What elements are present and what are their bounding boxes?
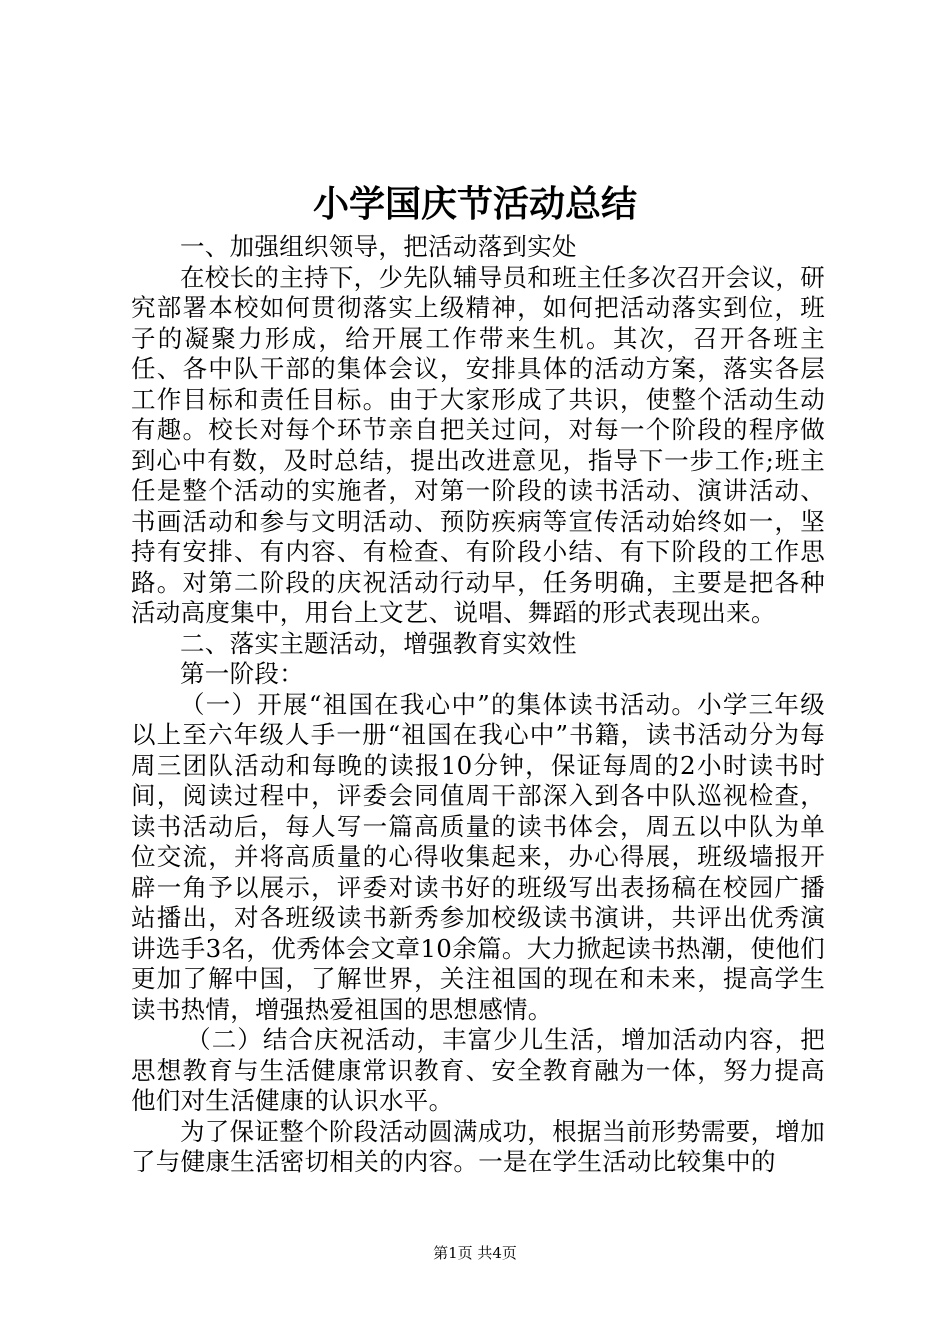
paragraph: （二）结合庆祝活动，丰富少儿生活，增加活动内容，把思想教育与生活健康常识教育、安全教育融为一体，努力提高他们对生活健康的认识水平。 bbox=[131, 1025, 825, 1115]
stage-heading: 第一阶段： bbox=[180, 659, 304, 688]
section-heading-2: 二、落实主题活动，增强教育实效性 bbox=[180, 628, 577, 658]
paragraph: 为了保证整个阶段活动圆满成功，根据当前形势需要，增加了与健康生活密切相关的内容。一是在学生活动比较集中的 bbox=[131, 1116, 825, 1176]
paragraph: （一）开展“祖国在我心中”的集体读书活动。小学三年级以上至六年级人手一册“祖国在我心中”书籍，读书活动分为每周三团队活动和每晚的读报10分钟，保证每周的2小时读书时间，阅读过程中，评委会同值周干部深入到各中队巡视检查，读书活动后，每人写一篇高质量的读书体会，周五以中队为单位交流，并将高质量的心得收集起来，办心得展，班级墙报开辟一角予以展示，评委对读书好的班级写出表扬稿在校园广播站播出，对各班级读书新秀参加校级读书演讲，共评出优秀演讲选手3名，优秀体会文章10余篇。大力掀起读书热潮，使他们更加了解中国，了解世界，关注祖国的现在和未来，提高学生读书热情，增强热爱祖国的思想感情。 bbox=[131, 689, 825, 1024]
paragraph: 在校长的主持下，少先队辅导员和班主任多次召开会议，研究部署本校如何贯彻落实上级精神，如何把活动落实到位，班子的凝聚力形成，给开展工作带来生机。其次，召开各班主任、各中队干部的集体会议，安排具体的活动方案，落实各层工作目标和责任目标。由于大家形成了共识，使整个活动生动有趣。校长对每个环节亲自把关过问，对每一个阶段的程序做到心中有数，及时总结，提出改进意见，指导下一步工作;班主任是整个活动的实施者，对第一阶段的读书活动、演讲活动、书画活动和参与文明活动、预防疾病等宣传活动始终如一，坚持有安排、有内容、有检查、有阶段小结、有下阶段的工作思路。对第二阶段的庆祝活动行动早，任务明确，主要是把各种活动高度集中，用台上文艺、说唱、舞蹈的形式表现出来。 bbox=[131, 262, 825, 627]
page-title: 小学国庆节活动总结 bbox=[312, 184, 637, 225]
document-body bbox=[131, 232, 825, 1178]
section-heading-1: 一、加强组织领导，把活动落到实处 bbox=[180, 232, 577, 261]
page-number-footer: 第1页 共4页 bbox=[433, 1244, 517, 1262]
